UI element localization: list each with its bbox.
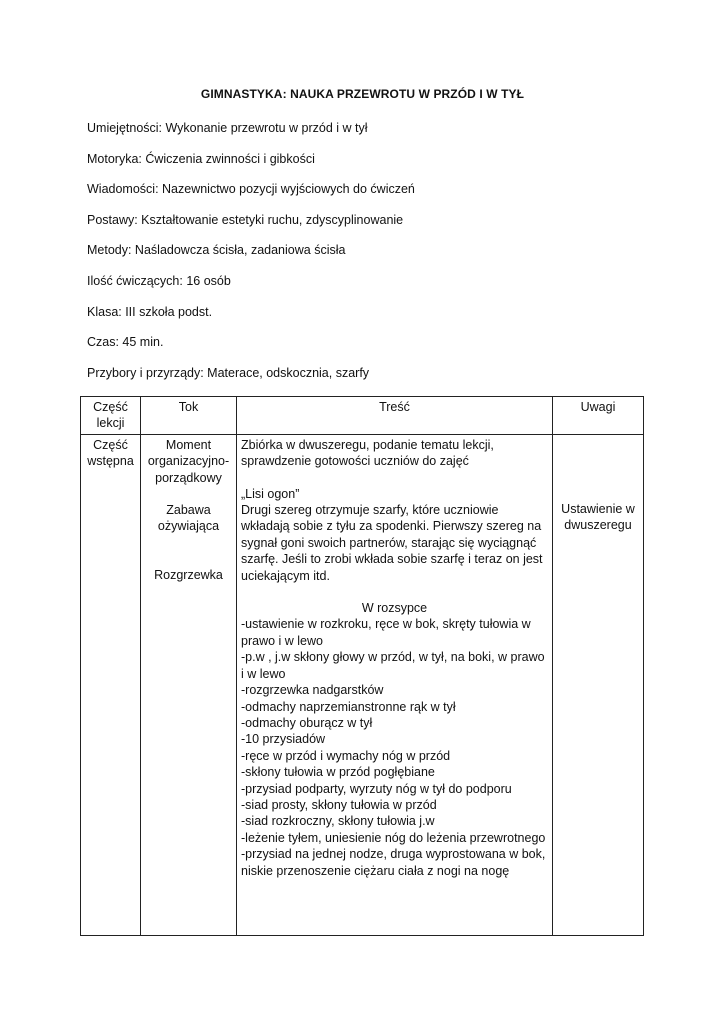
meta-time: Czas: 45 min. xyxy=(87,335,164,349)
meta-knowledge: Wiadomości: Nazewnictwo pozycji wyjściowych do ćwiczeń xyxy=(87,182,415,196)
warmup-item: -rozgrzewka nadgarstków xyxy=(241,683,384,698)
lesson-plan-table xyxy=(80,396,644,936)
table-row xyxy=(81,434,644,935)
tok-rozgrzewka: Rozgrzewka xyxy=(154,567,223,582)
game-text: Drugi szereg otrzymuje szarfy, które uczniowie wkładają sobie z tyłu za spodenki. Pierwszy szereg na sygnał goni swoich partnerów, starając się wyciągnąć szarfę. Jeśli to zrobi wkłada sobie szarfę i teraz on jest uciekającym itd. xyxy=(241,503,543,583)
tresc-intro: Zbiórka w dwuszeregu, podanie tematu lekcji, sprawdzenie gotowości uczniów do zajęć xyxy=(241,437,494,469)
tok-moment-line2: organizacyjno- xyxy=(147,454,230,469)
warmup-title: W rozsypce xyxy=(361,601,428,616)
warmup-item: -przysiad podparty, wyrzuty nóg w tył do podporu xyxy=(241,781,512,796)
warmup-item: -siad rozkroczny, skłony tułowia j.w xyxy=(241,814,435,829)
meta-motor: Motoryka: Ćwiczenia zwinności i gibkości xyxy=(87,152,315,166)
meta-participants: Ilość ćwiczących: 16 osób xyxy=(87,274,231,288)
header-lesson-part-line2: lekcji xyxy=(96,416,125,431)
meta-equipment: Przybory i przyrządy: Materace, odskocznia, szarfy xyxy=(87,366,370,380)
warmup-item: -odmachy oburącz w tył xyxy=(241,715,373,730)
warmup-item: -10 przysiadów xyxy=(241,732,326,747)
header-tresc: Treść xyxy=(237,397,553,435)
warmup-item: -ustawienie w rozkroku, ręce w bok, skręty tułowia w prawo i w lewo xyxy=(241,617,531,648)
header-lesson-part-line1: Część xyxy=(93,400,128,414)
document-title: GIMNASTYKA: NAUKA PRZEWROTU W PRZÓD I W TYŁ xyxy=(200,87,525,101)
cell-tresc xyxy=(237,434,553,935)
meta-class: Klasa: III szkoła podst. xyxy=(87,305,213,319)
meta-attitudes: Postawy: Kształtowanie estetyki ruchu, zdyscyplinowanie xyxy=(87,213,404,227)
tok-moment-line3: porządkowy xyxy=(155,470,222,485)
game-title: „Lisi ogon” xyxy=(241,486,300,501)
warmup-item: -leżenie tyłem, uniesienie nóg do leżenia przewrotnego xyxy=(241,830,546,845)
warmup-item: -odmachy naprzemianstronne rąk w tył xyxy=(241,699,456,714)
warmup-item: -p.w , j.w skłony głowy w przód, w tył, na boki, w prawo i w lewo xyxy=(241,650,545,681)
warmup-item: -przysiad na jednej nodze, druga wyprostowana w bok, niskie przenoszenie ciężaru ciała z nogi na nogę xyxy=(241,847,546,878)
meta-skills: Umiejętności: Wykonanie przewrotu w przód i w tył xyxy=(87,121,368,135)
lesson-part-line1: Część xyxy=(93,437,128,452)
lesson-part-line2: wstępna xyxy=(87,454,134,469)
meta-methods: Metody: Naśladowcza ścisła, zadaniowa ścisła xyxy=(87,243,346,257)
tok-zabawa-line2: ożywiająca xyxy=(157,519,220,534)
warmup-item: -ręce w przód i wymachy nóg w przód xyxy=(241,748,451,763)
header-tok: Tok xyxy=(141,397,237,435)
table-header-row xyxy=(81,397,644,435)
warmup-item: -siad prosty, skłony tułowia w przód xyxy=(241,797,437,812)
uwagi-text: Ustawienie w dwuszeregu xyxy=(561,501,635,533)
header-uwagi: Uwagi xyxy=(553,397,644,435)
header-lesson-part xyxy=(81,397,141,435)
warmup-item: -skłony tułowia w przód pogłębiane xyxy=(241,765,435,780)
tok-moment-line1: Moment xyxy=(165,437,212,452)
cell-lesson-part xyxy=(81,434,141,935)
tok-zabawa-line1: Zabawa xyxy=(166,503,211,518)
cell-tok xyxy=(141,434,237,935)
cell-uwagi xyxy=(553,434,644,935)
